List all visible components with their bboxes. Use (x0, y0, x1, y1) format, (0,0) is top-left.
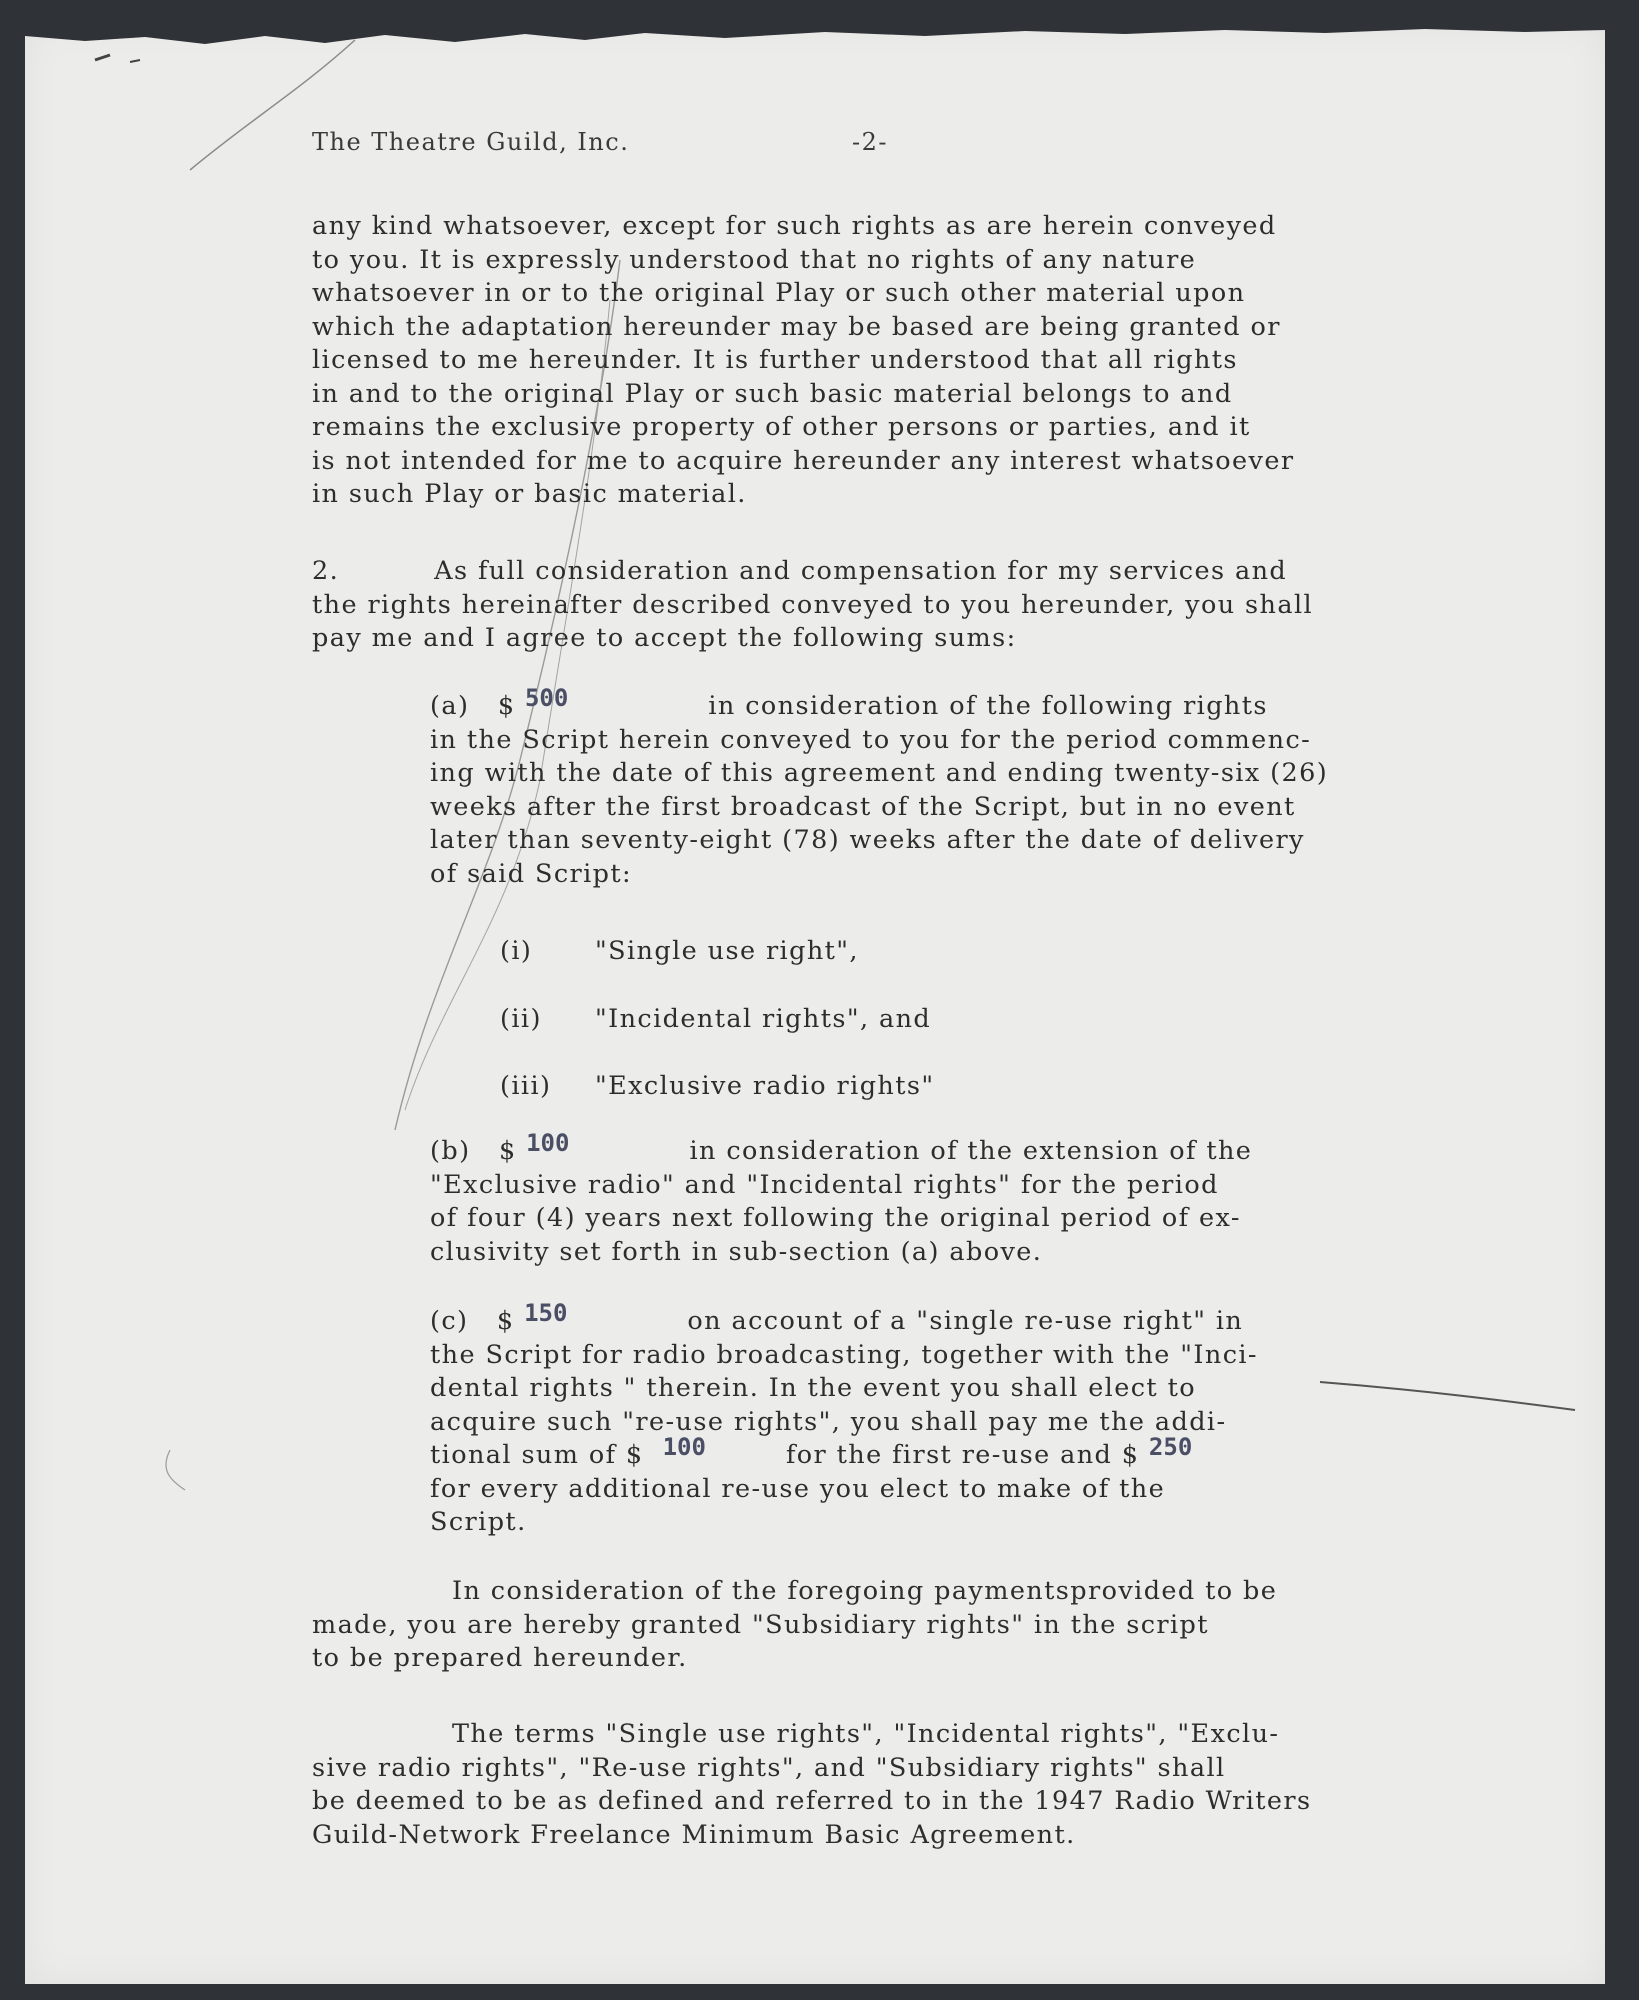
text-line: for the first re-use and $ (785, 1440, 1140, 1470)
amount-a: 500 (524, 684, 569, 712)
text-line: in consideration of the following rights (708, 691, 1268, 721)
text-line: be deemed to be as defined and referred to in the 1947 Radio Writers (312, 1786, 1312, 1816)
subsection-c (430, 1299, 1258, 1540)
company-name: The Theatre Guild, Inc. (312, 128, 630, 156)
text-line: tional sum of $ (430, 1440, 644, 1470)
text-line: in and to the original Play or such basic material belongs to and (312, 378, 1233, 409)
list-numeral: (ii) (500, 1004, 542, 1034)
text-line: The terms "Single use rights", "Incidental rights", "Exclu- (452, 1719, 1280, 1749)
section-number: 2. (312, 556, 340, 586)
subsidiary-paragraph (312, 1575, 1277, 1676)
text-line: later than seventy-eight (78) weeks after the date of delivery (430, 825, 1305, 855)
amount-b: 100 (526, 1129, 570, 1157)
text-line: is not intended for me to acquire hereunder any interest whatsoever (312, 445, 1295, 476)
text-line: which the adaptation hereunder may be based are being granted or (312, 311, 1281, 342)
text-line: weeks after the first broadcast of the Script, but in no event (430, 791, 1296, 822)
continued-paragraph (312, 210, 1294, 512)
text-line: of four (4) years next following the original period of ex- (430, 1203, 1241, 1233)
amount-first-reuse: 100 (662, 1433, 706, 1461)
text-line: ing with the date of this agreement and ending twenty-six (26) (430, 758, 1329, 788)
subsection-a (430, 684, 1329, 891)
text-line: "Exclusive radio" and "Incidental rights" for the period (430, 1169, 1219, 1200)
text-line: in consideration of the extension of the (689, 1136, 1253, 1166)
subsection-label: (c) (430, 1306, 469, 1336)
page-header (312, 128, 1212, 156)
text-line: Script. (430, 1507, 527, 1537)
text-line: sive radio rights", "Re-use rights", and "Subsidiary rights" shall (312, 1752, 1226, 1783)
list-numeral: (iii) (500, 1071, 552, 1101)
text-line: dental rights " therein. In the event you shall elect to (430, 1373, 1196, 1403)
text-line: pay me and I agree to accept the following sums: (312, 623, 1017, 653)
text-line: whatsoever in or to the original Play or such other material upon (312, 278, 1246, 308)
dollar-sign: $ (498, 1136, 517, 1166)
subsection-label: (a) (430, 691, 470, 721)
text-line: made, you are hereby granted "Subsidiary rights" in the script (312, 1609, 1209, 1640)
subsection-b (430, 1129, 1253, 1269)
amount-additional-reuse: 250 (1148, 1433, 1193, 1461)
text-line: any kind whatsoever, except for such rights as are herein conveyed (312, 211, 1277, 241)
text-line: licensed to me hereunder. It is further understood that all rights (312, 345, 1238, 375)
text-line: on account of a "single re-use right" in (687, 1306, 1244, 1336)
subsection-label: (b) (430, 1136, 471, 1166)
text-line: the rights hereinafter described conveyed to you hereunder, you shall (312, 589, 1314, 620)
text-line: for every additional re-use you elect to make of the (430, 1473, 1166, 1504)
text-line: to be prepared hereunder. (312, 1643, 688, 1673)
text-line: to you. It is expressly understood that no rights of any nature (312, 244, 1197, 275)
page-number: -2- (852, 128, 888, 156)
text-line: clusivity set forth in sub-section (a) above. (430, 1236, 1043, 1267)
list-numeral: (i) (500, 936, 533, 966)
section-2 (312, 555, 1313, 656)
text-line: the Script for radio broadcasting, together with the "Inci- (430, 1339, 1258, 1370)
text-line: in the Script herein conveyed to you for the period commenc- (430, 724, 1312, 755)
text-line: in such Play or basic material. (312, 479, 747, 509)
text-line: acquire such "re-use rights", you shall pay me the addi- (430, 1406, 1227, 1437)
list-text: "Exclusive radio rights" (595, 1071, 935, 1101)
text-line: remains the exclusive property of other persons or parties, and it (312, 412, 1251, 442)
dollar-sign: $ (497, 691, 516, 721)
text-line: In consideration of the foregoing paymentsprovided to be (452, 1576, 1278, 1606)
list-text: "Single use right", (595, 936, 859, 966)
text-line: Guild-Network Freelance Minimum Basic Agreement. (312, 1819, 1076, 1850)
amount-c: 150 (524, 1299, 568, 1327)
torn-top-edge (25, 24, 1605, 46)
list-text: "Incidental rights", and (595, 1004, 932, 1034)
terms-paragraph (312, 1718, 1311, 1852)
text-line: As full consideration and compensation for my services and (434, 556, 1288, 586)
text-line: of said Script: (430, 858, 633, 889)
dollar-sign: $ (496, 1306, 515, 1336)
